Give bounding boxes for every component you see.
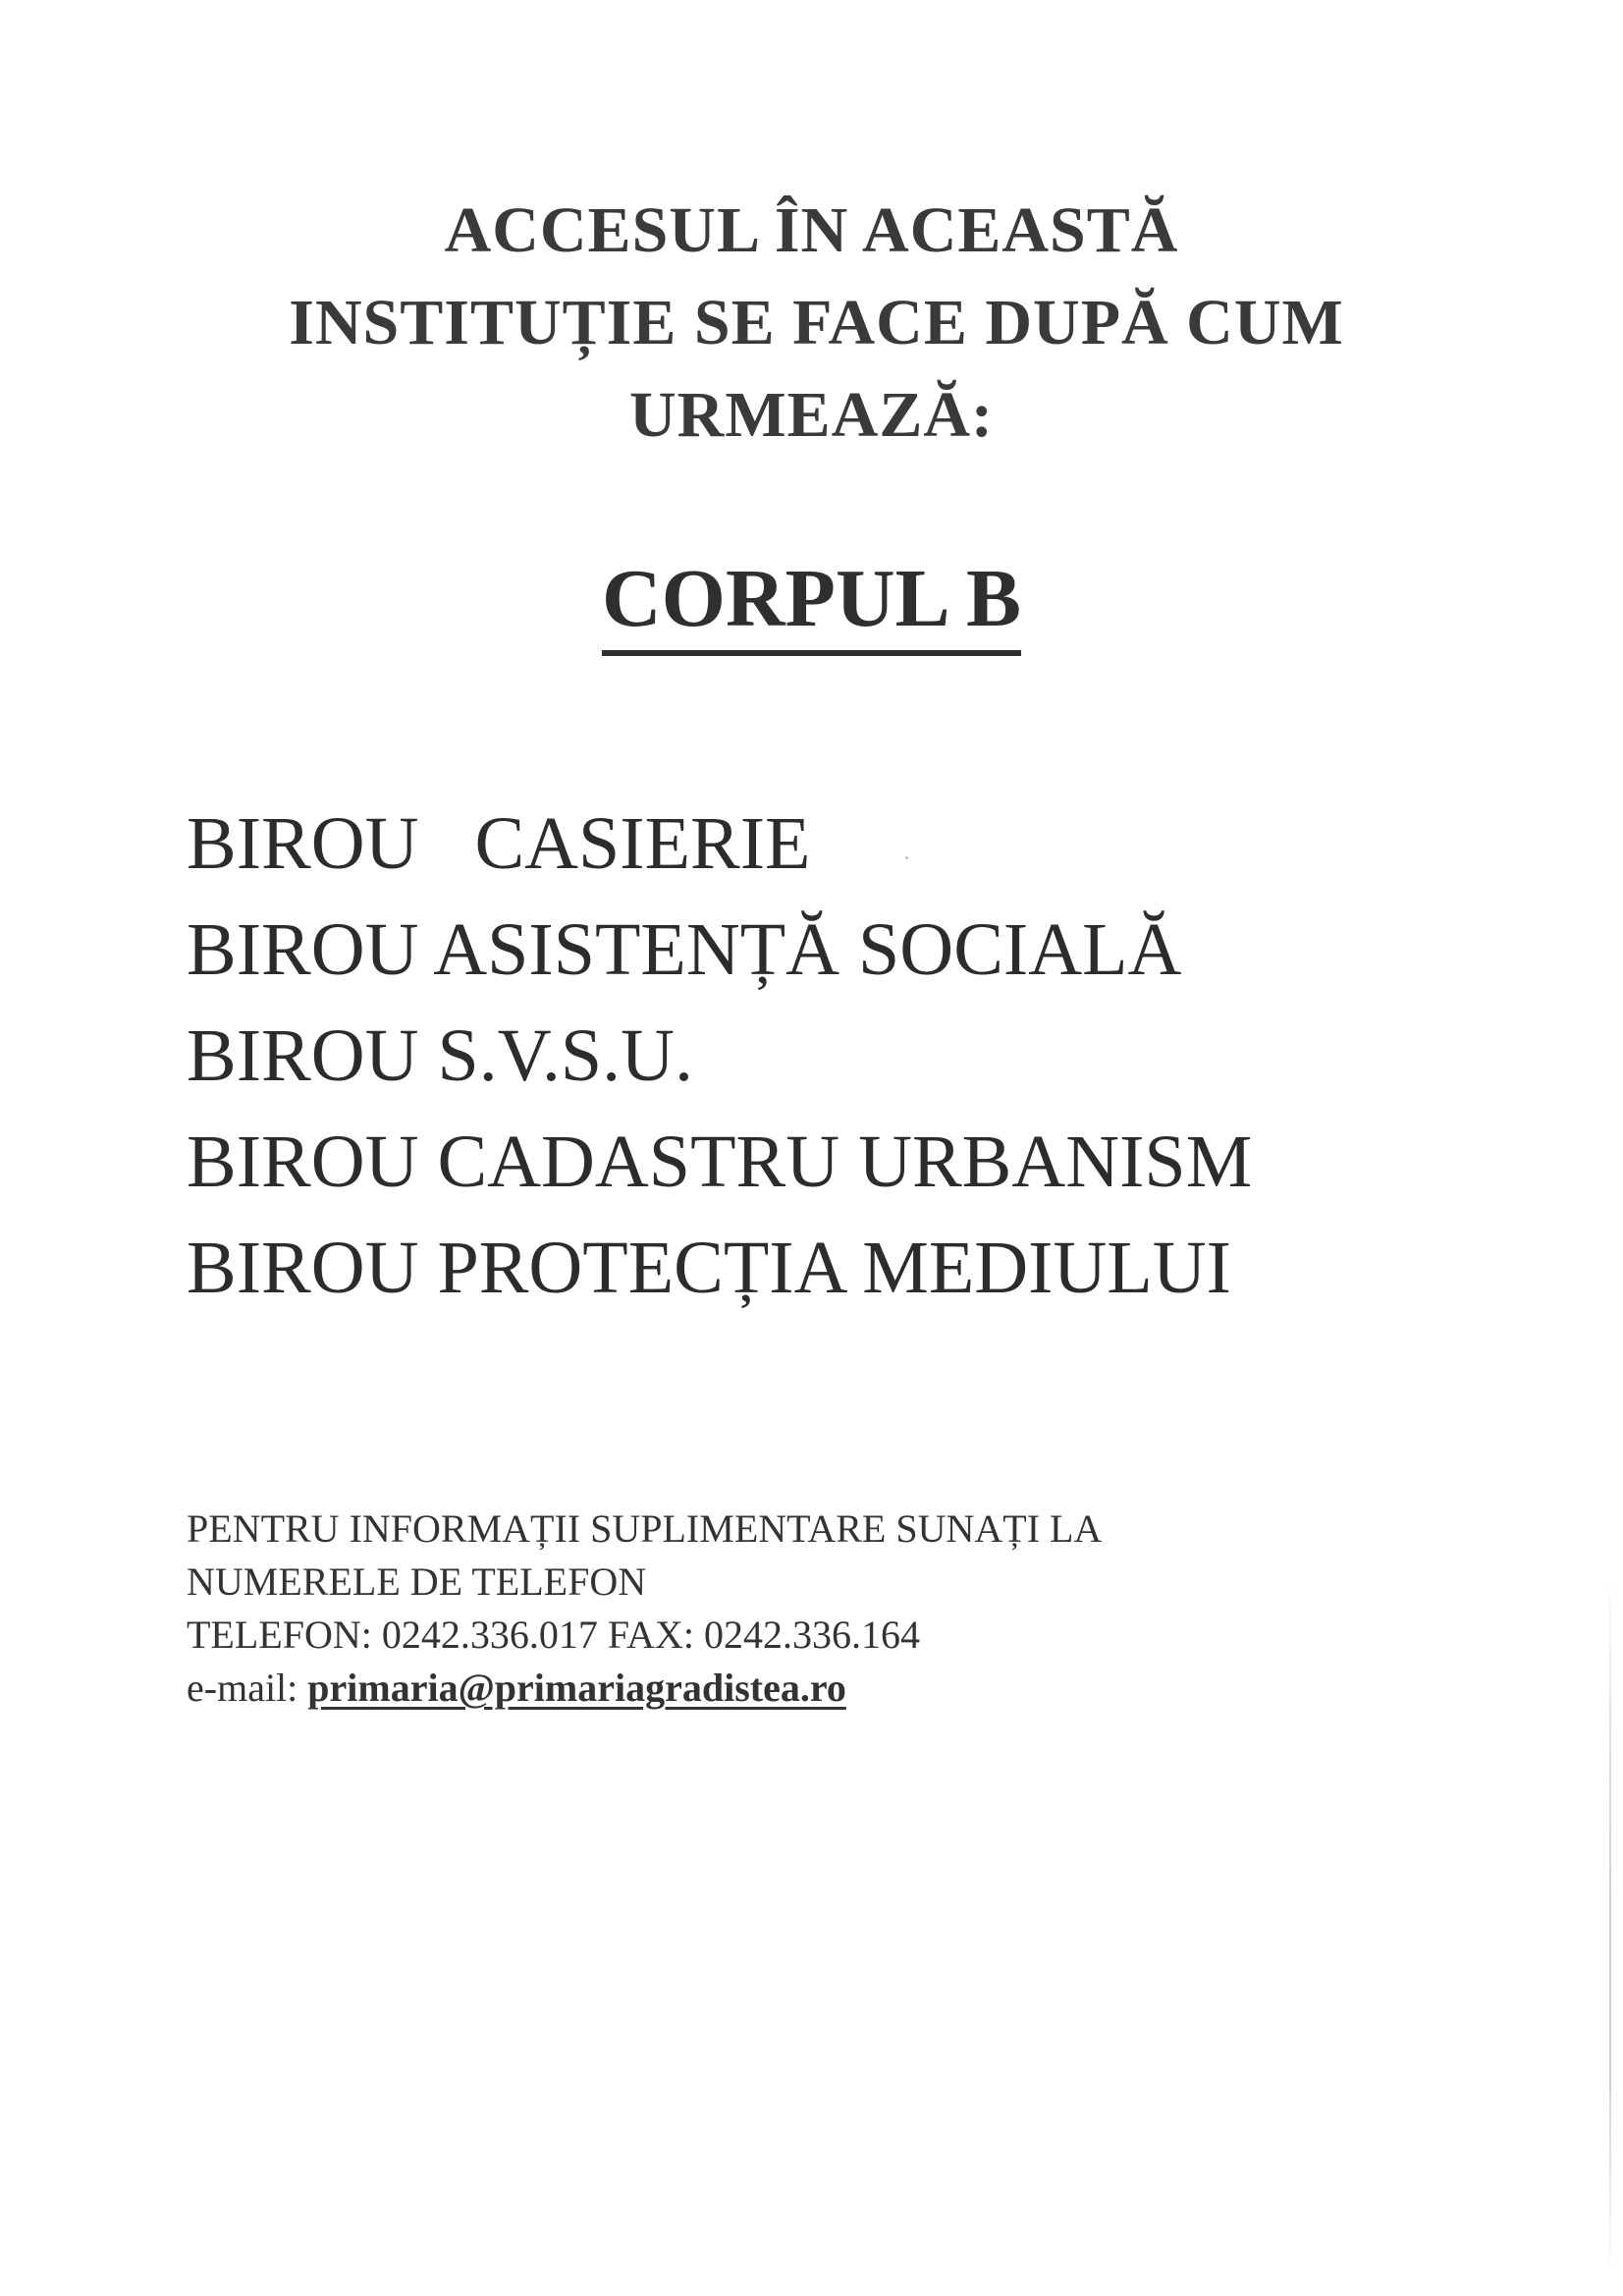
scan-speck xyxy=(905,856,908,859)
phone-fax-row xyxy=(187,1609,1102,1662)
email-row xyxy=(187,1662,1102,1715)
info-line-2: NUMERELE DE TELEFON xyxy=(187,1559,647,1604)
office-item-casierie: BIROU CASIERIE xyxy=(187,802,811,885)
access-notice-heading xyxy=(0,185,1623,462)
office-item-svsu: BIROU S.V.S.U. xyxy=(187,1014,693,1097)
heading-line-3: URMEAZĂ: xyxy=(629,379,994,451)
heading-line-1: ACCESUL ÎN ACEASTĂ xyxy=(444,194,1179,266)
scan-edge-shadow xyxy=(1609,1571,1611,2278)
office-item-protectia-mediului: BIROU PROTECȚIA MEDIULUI xyxy=(187,1227,1231,1309)
email-label: e-mail: xyxy=(187,1666,298,1710)
email-link[interactable]: primaria@primariagradistea.ro xyxy=(307,1666,846,1710)
fax-number: 0242.336.164 xyxy=(704,1613,921,1657)
section-title-text: CORPUL B xyxy=(602,550,1021,656)
heading-line-2: INSTITUȚIE SE FACE DUPĂ CUM xyxy=(289,287,1344,358)
office-item-asistenta-sociala: BIROU ASISTENȚĂ SOCIALĂ xyxy=(187,908,1182,991)
section-title xyxy=(0,550,1623,656)
phone-number: 0242.336.017 xyxy=(381,1613,598,1657)
info-line-1: PENTRU INFORMAȚII SUPLIMENTARE SUNAȚI LA xyxy=(187,1506,1103,1551)
office-list xyxy=(187,791,1252,1321)
fax-label: FAX: xyxy=(607,1613,695,1657)
phone-label: TELEFON: xyxy=(187,1613,372,1657)
office-item-cadastru-urbanism: BIROU CADASTRU URBANISM xyxy=(187,1121,1253,1203)
contact-info xyxy=(187,1503,1102,1715)
